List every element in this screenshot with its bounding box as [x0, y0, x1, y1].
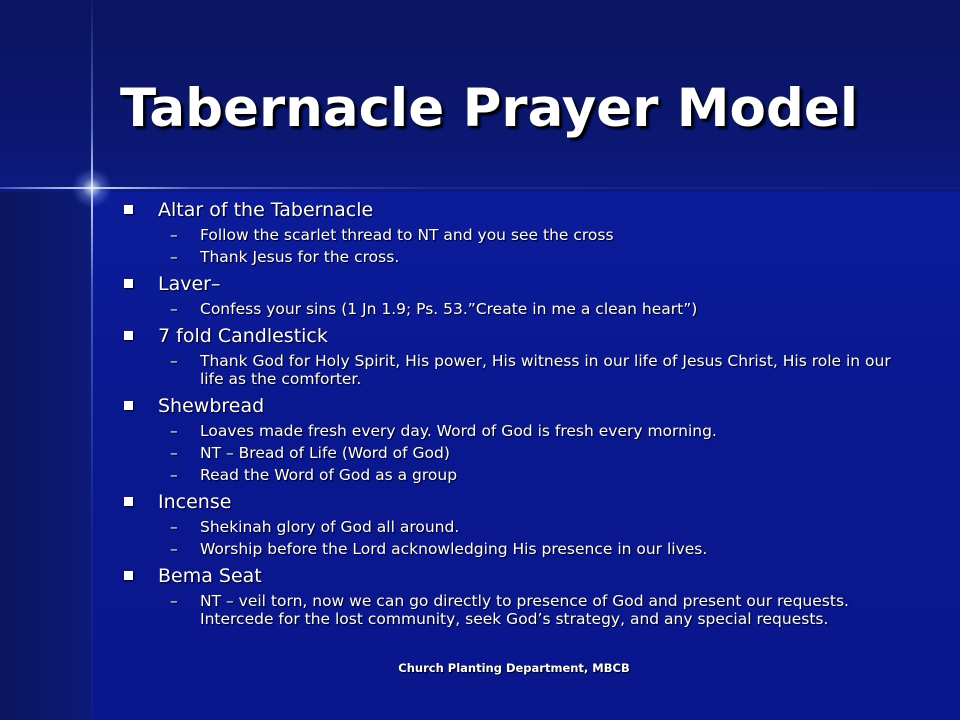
bullet-item-heading [122, 198, 922, 222]
bullet-item [122, 564, 922, 628]
bullet-item [122, 272, 922, 318]
sub-bullet-list [122, 226, 922, 266]
dash-bullet-icon: – [170, 592, 178, 610]
bullet-item-heading [122, 272, 922, 296]
starburst-vertical-line [91, 0, 93, 720]
sub-bullet-text: Loaves made fresh every day. Word of God is fresh every morning. [200, 422, 717, 440]
sub-bullet-text: Worship before the Lord acknowledging His presence in our lives. [200, 540, 708, 558]
slide-title: Tabernacle Prayer Model [120, 78, 858, 139]
sub-bullet-item [122, 540, 922, 558]
bullet-list [122, 198, 922, 628]
sub-bullet-item [122, 592, 922, 628]
starburst-glow-icon [72, 168, 112, 208]
bullet-item-label: Altar of the Tabernacle [158, 199, 374, 221]
bullet-item-label: Shewbread [158, 395, 265, 417]
bullet-item [122, 198, 922, 266]
dash-bullet-icon: – [170, 422, 178, 440]
slide-footer: Church Planting Department, MBCB [398, 661, 630, 675]
dash-bullet-icon: – [170, 518, 178, 536]
square-bullet-icon [124, 205, 133, 214]
square-bullet-icon [124, 497, 133, 506]
dash-bullet-icon: – [170, 300, 178, 318]
sub-bullet-item [122, 518, 922, 536]
bullet-item-heading [122, 324, 922, 348]
sub-bullet-item [122, 422, 922, 440]
bullet-item-heading [122, 564, 922, 588]
sub-bullet-list [122, 352, 922, 388]
sub-bullet-item [122, 352, 922, 388]
square-bullet-icon [124, 571, 133, 580]
sub-bullet-text: NT – veil torn, now we can go directly to presence of God and present our requests. Intercede for the lost community, seek God’s strategy, and any special requests. [200, 592, 849, 628]
bullet-item-label: Laver– [158, 273, 221, 295]
sub-bullet-list [122, 518, 922, 558]
square-bullet-icon [124, 401, 133, 410]
dash-bullet-icon: – [170, 248, 178, 266]
bullet-item [122, 490, 922, 558]
sub-bullet-list [122, 592, 922, 628]
square-bullet-icon [124, 331, 133, 340]
sub-bullet-text: NT – Bread of Life (Word of God) [200, 444, 450, 462]
starburst-horizontal-line [0, 187, 960, 189]
dash-bullet-icon: – [170, 226, 178, 244]
square-bullet-icon [124, 279, 133, 288]
sub-bullet-item [122, 466, 922, 484]
sub-bullet-list [122, 422, 922, 484]
bullet-item-label: Incense [158, 491, 232, 513]
sub-bullet-text: Shekinah glory of God all around. [200, 518, 460, 536]
sub-bullet-text: Thank God for Holy Spirit, His power, His witness in our life of Jesus Christ, His role in our life as the comforter. [200, 352, 891, 388]
dash-bullet-icon: – [170, 352, 178, 370]
sub-bullet-text: Confess your sins (1 Jn 1.9; Ps. 53.”Create in me a clean heart”) [200, 300, 698, 318]
bullet-item-heading [122, 490, 922, 514]
bullet-item-label: Bema Seat [158, 565, 262, 587]
sub-bullet-text: Read the Word of God as a group [200, 466, 458, 484]
dash-bullet-icon: – [170, 444, 178, 462]
sub-bullet-list [122, 300, 922, 318]
dash-bullet-icon: – [170, 466, 178, 484]
sub-bullet-text: Follow the scarlet thread to NT and you see the cross [200, 226, 614, 244]
sub-bullet-item [122, 300, 922, 318]
bullet-item [122, 394, 922, 484]
bullet-item [122, 324, 922, 388]
sub-bullet-item [122, 226, 922, 244]
dash-bullet-icon: – [170, 540, 178, 558]
sub-bullet-text: Thank Jesus for the cross. [200, 248, 400, 266]
bullet-item-label: 7 fold Candlestick [158, 325, 328, 347]
sub-bullet-item [122, 248, 922, 266]
bullet-item-heading [122, 394, 922, 418]
sub-bullet-item [122, 444, 922, 462]
